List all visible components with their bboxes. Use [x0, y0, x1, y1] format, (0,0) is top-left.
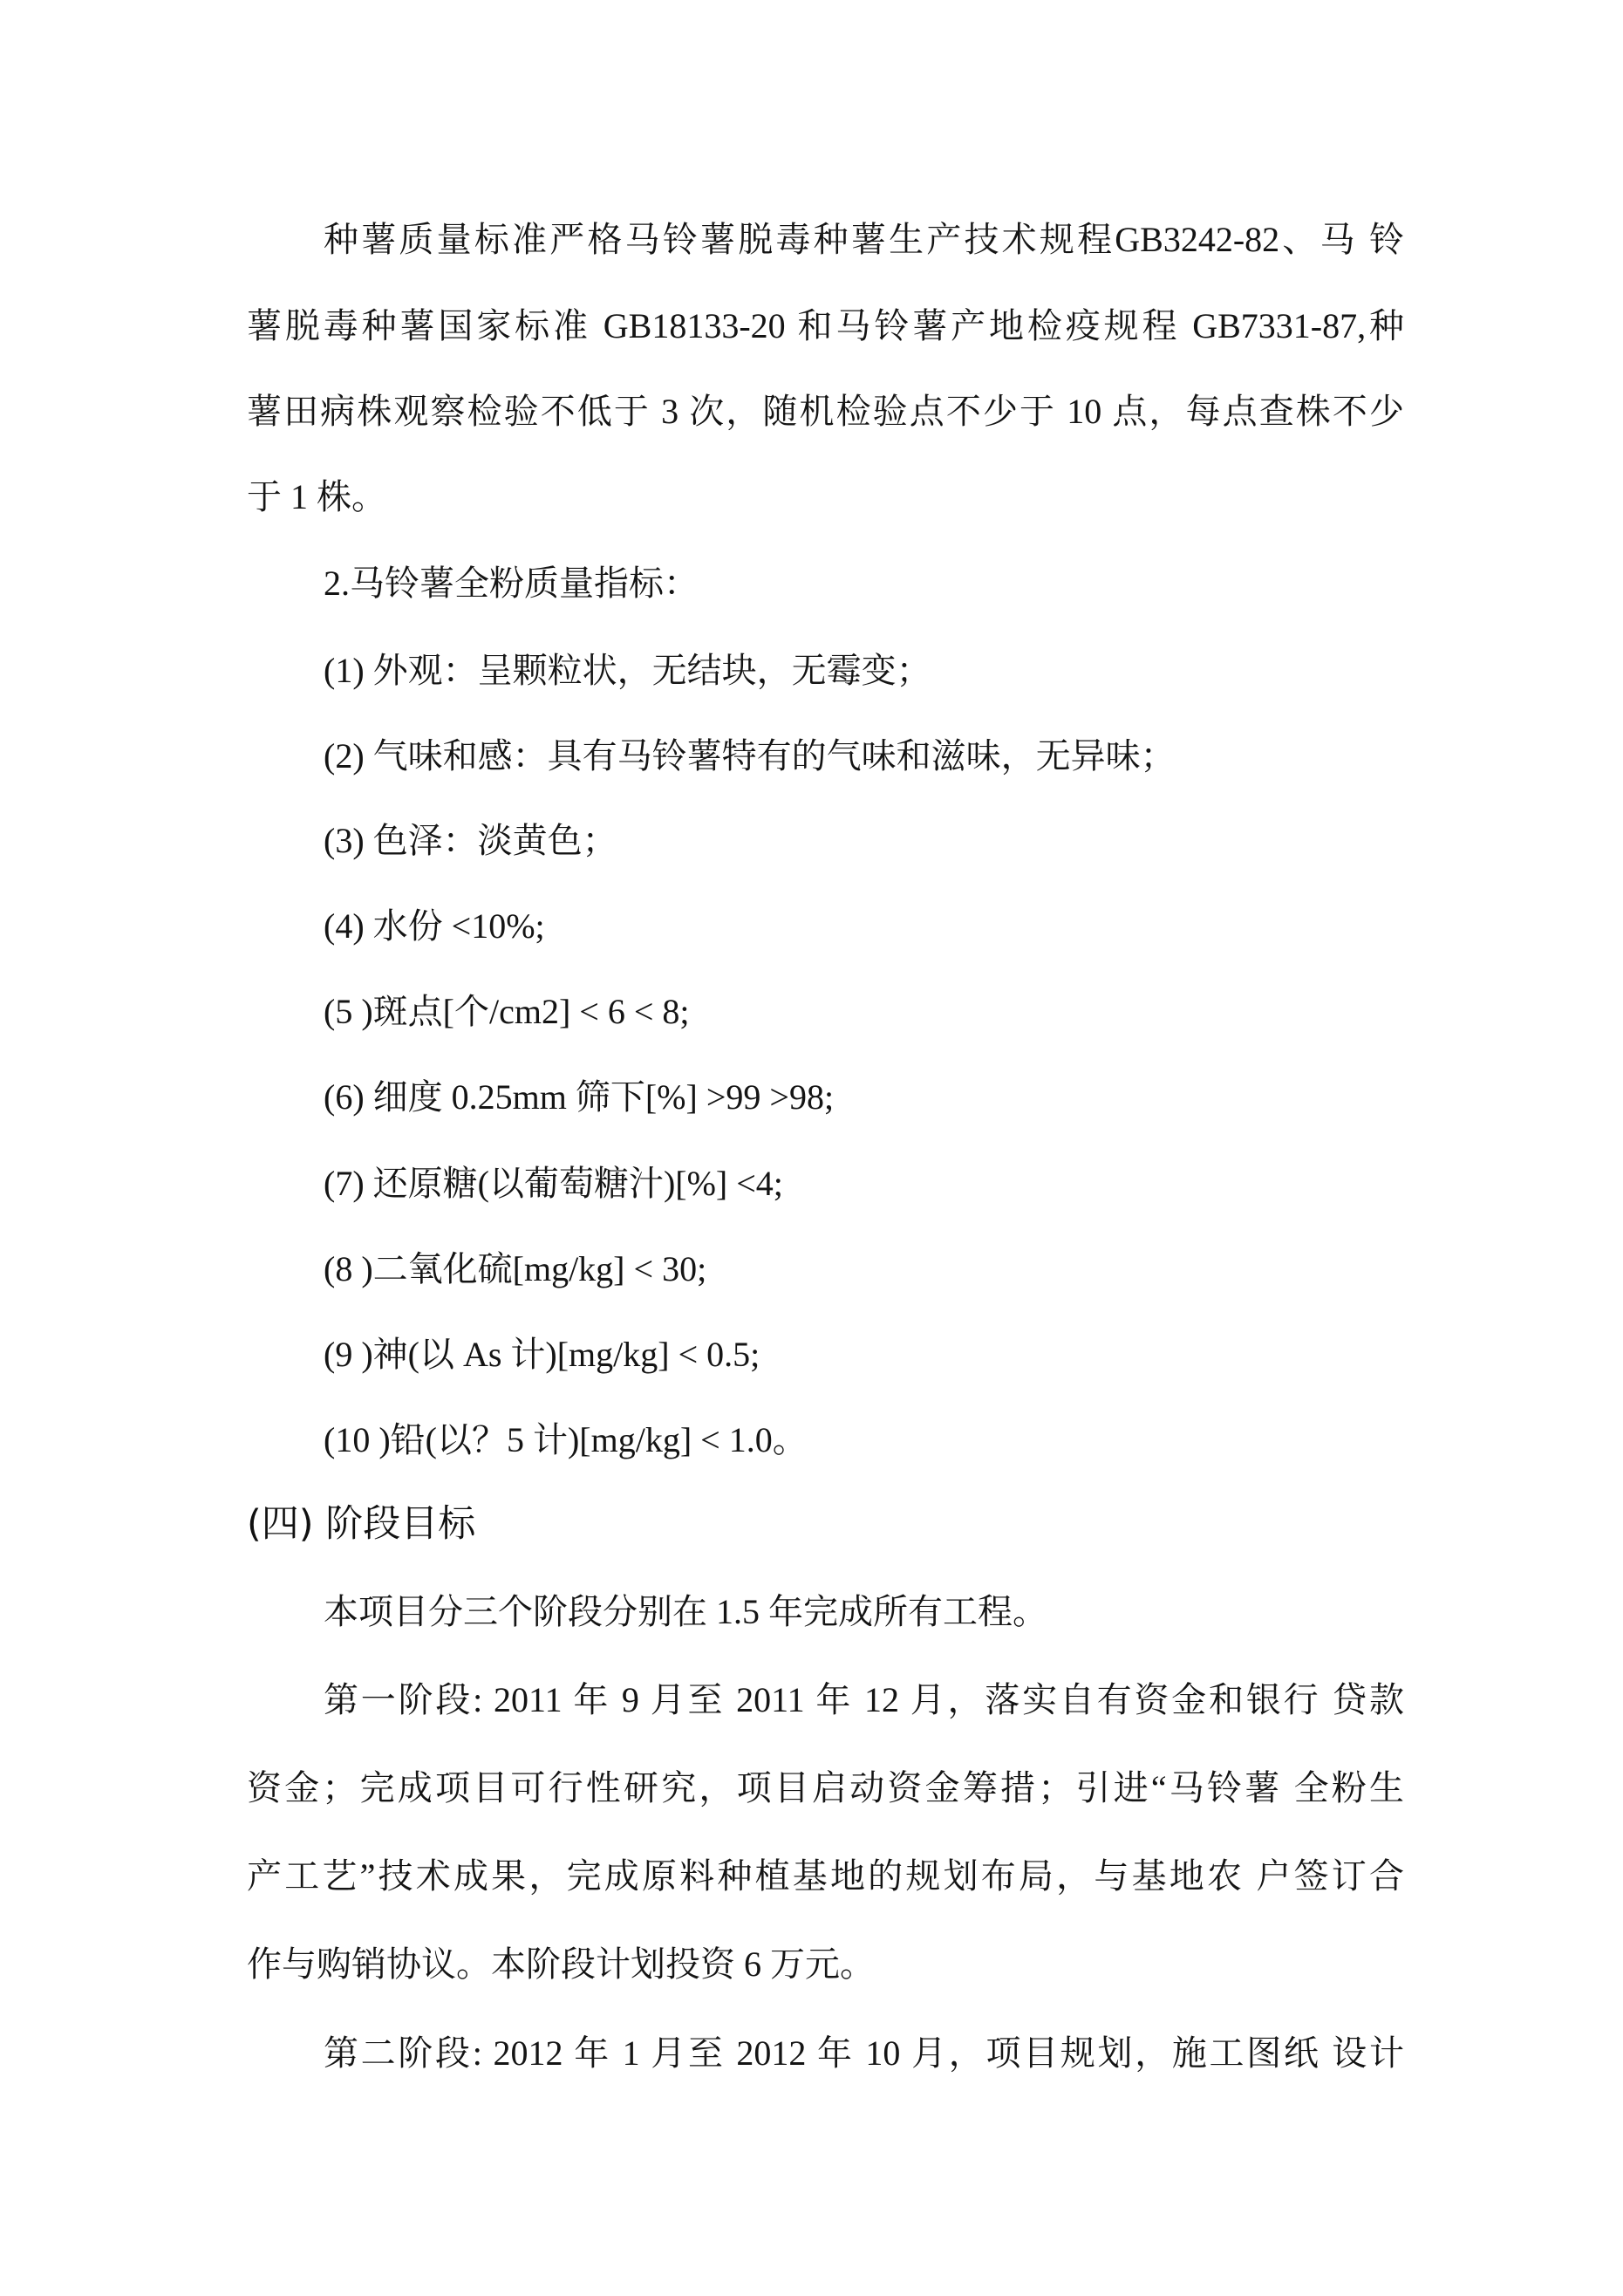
section-heading: (四) 阶段目标	[247, 1502, 476, 1546]
flour-quality-item: (7) 还原糖(以葡萄糖汁)[%] <4;	[324, 1164, 783, 1203]
flour-quality-item: (6) 细度 0.25mm 筛下[%] >99 >98;	[324, 1077, 835, 1117]
seed-quality-line-3: 薯田病株观察检验不低于 3 次，随机检验点不少于 10 点，每点查株不少	[247, 392, 1404, 431]
flour-quality-item: (8 )二氧化硫[mg/kg] < 30;	[324, 1249, 707, 1288]
seed-quality-line-1: 种薯质量标准严格马铃薯脱毒种薯生产技术规程GB3242-82、马 铃	[324, 220, 1404, 259]
flour-quality-item: (3) 色泽：淡黄色；	[324, 821, 617, 860]
flour-quality-item: (4) 水份 <10%;	[324, 906, 545, 946]
seed-quality-line-4: 于 1 株。	[247, 477, 386, 516]
stage-one-line-2: 资金；完成项目可行性研究，项目启动资金筹措；引进“马铃薯 全粉生	[247, 1768, 1404, 1807]
seed-quality-line-2: 薯脱毒种薯国家标准 GB18133-20 和马铃薯产地检疫规程 GB7331-87,种	[247, 306, 1404, 345]
flour-quality-item: (9 )神(以 As 计)[mg/kg] < 0.5;	[324, 1335, 760, 1374]
flour-quality-item: (1) 外观：呈颗粒状，无结块，无霉变；	[324, 651, 931, 690]
stage-two-line-1: 第二阶段: 2012 年 1 月至 2012 年 10 月，项目规划，施工图纸 设计	[324, 2033, 1404, 2073]
stage-one-line-1: 第一阶段: 2011 年 9 月至 2011 年 12 月，落实自有资金和银行 贷款	[324, 1680, 1404, 1719]
flour-quality-title: 2.马铃薯全粉质量指标：	[324, 564, 699, 603]
flour-quality-item: (2) 气味和感：具有马铃薯特有的气味和滋味，无异味；	[324, 736, 1176, 776]
stage-one-line-3: 产工艺”技术成果，完成原料种植基地的规划布局，与基地农 户签订合	[247, 1856, 1404, 1896]
stage-one-line-4: 作与购销协议。本阶段计划投资 6 万元。	[247, 1944, 875, 1984]
flour-quality-item: (5 )斑点[个/cm2] < 6 < 8;	[324, 992, 690, 1031]
flour-quality-item: (10 )铅(以？5 计)[mg/kg] < 1.0。	[324, 1420, 808, 1459]
stage-intro: 本项目分三个阶段分别在 1.5 年完成所有工程。	[324, 1592, 1047, 1631]
